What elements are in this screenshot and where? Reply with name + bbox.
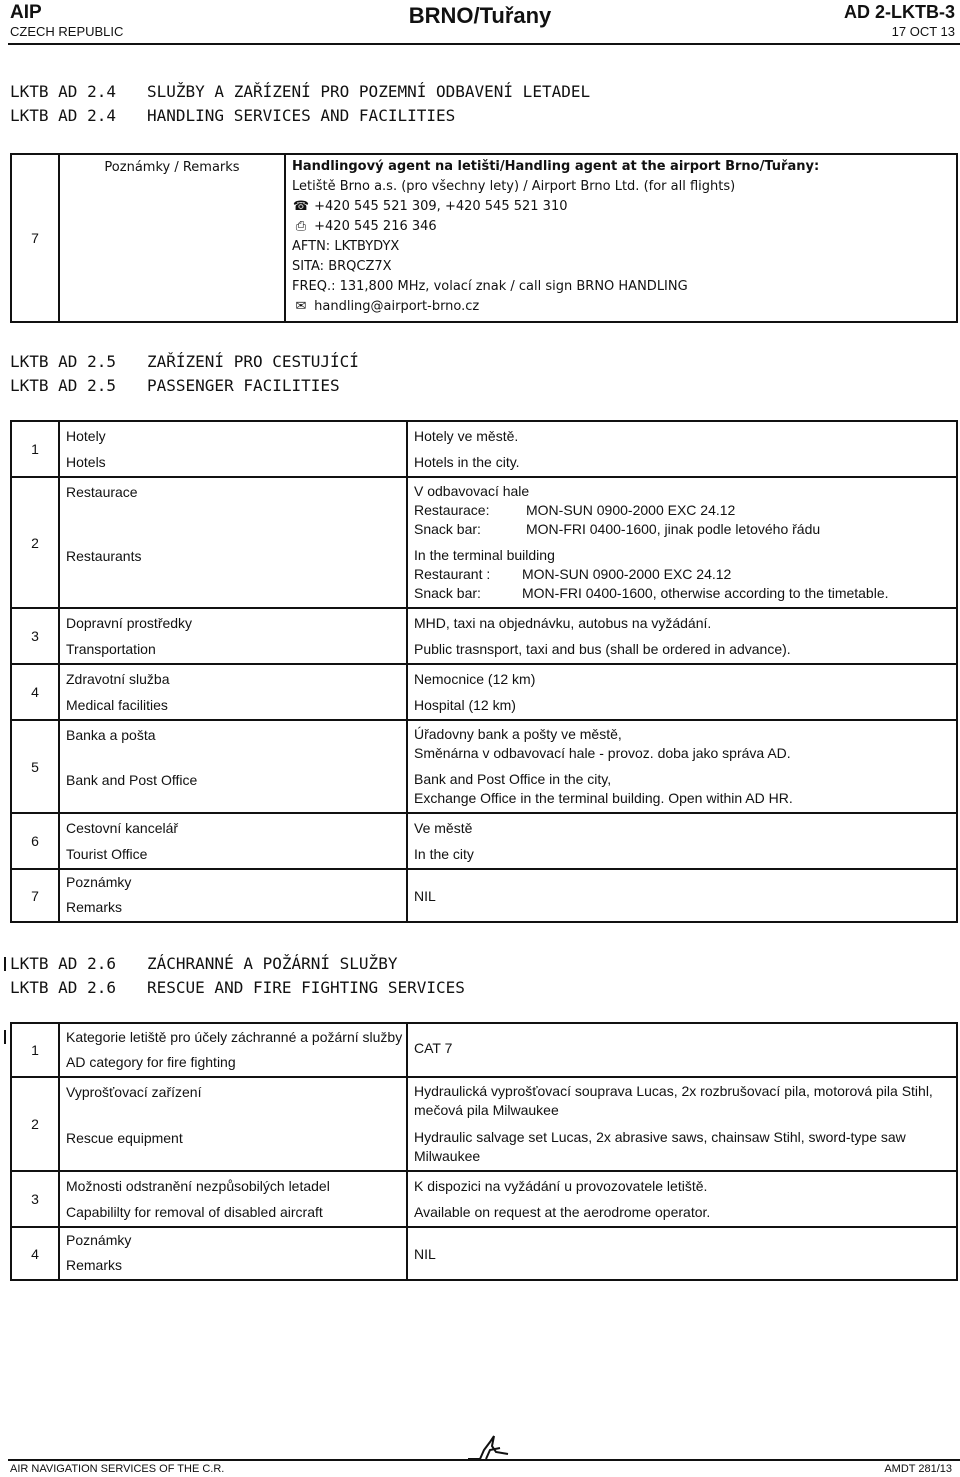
sita-line: SITA: BRQCZ7X xyxy=(292,259,392,274)
row-number: 1 xyxy=(11,421,59,477)
item-label-cz: Kategorie letiště pro účely záchranné a požární služby xyxy=(66,1029,403,1045)
item-value-en: Public trasnsport, taxi and bus (shall be ordered in advance). xyxy=(414,641,791,657)
page-code: AD 2-LKTB-3 xyxy=(844,2,955,22)
item-value-en: In the terminal building xyxy=(414,547,555,563)
item-value-cz: Úřadovny bank a pošty ve městě, xyxy=(414,726,622,742)
item-value-cz: Nemocnice (12 km) xyxy=(414,671,536,687)
item-label-cz: Možnosti odstranění nezpůsobilých letadel xyxy=(66,1178,330,1194)
row-number: 2 xyxy=(11,1077,59,1171)
section-code: LKTB AD 2.5 xyxy=(10,376,116,395)
section-2-4-heading xyxy=(0,80,960,130)
item-value-cz: MHD, taxi na objednávku, autobus na vyžádání. xyxy=(414,615,712,631)
aip-label: AIP xyxy=(10,2,42,23)
table-row xyxy=(11,1077,957,1171)
item-label-en: Tourist Office xyxy=(66,846,148,862)
item-value-en: Hospital (12 km) xyxy=(414,697,516,713)
table-row xyxy=(11,813,957,869)
hours-key: Snack bar: xyxy=(414,585,481,601)
row-number: 7 xyxy=(11,154,59,322)
ans-logo-icon xyxy=(466,1432,510,1460)
item-label-cz: Cestovní kancelář xyxy=(66,820,179,836)
row-label-cell xyxy=(59,154,285,322)
section-code: LKTB AD 2.4 xyxy=(10,106,116,125)
table-row xyxy=(11,154,957,322)
aerodrome-title: BRNO/Tuřany xyxy=(408,3,552,28)
row-number: 5 xyxy=(11,720,59,813)
change-bar xyxy=(4,1030,6,1044)
table-row xyxy=(11,664,957,720)
row-number: 1 xyxy=(11,1023,59,1077)
row-number: 4 xyxy=(11,664,59,720)
row-number: 3 xyxy=(11,1171,59,1227)
section-title: SLUŽBY A ZAŘÍZENÍ PRO POZEMNÍ ODBAVENÍ LETADEL xyxy=(147,82,591,101)
item-value-cz: Ve městě xyxy=(414,820,473,836)
section-code: LKTB AD 2.5 xyxy=(10,352,116,371)
item-value-en: In the city xyxy=(414,846,474,862)
section-title: RESCUE AND FIRE FIGHTING SERVICES xyxy=(147,978,465,997)
item-label-cz: Dopravní prostředky xyxy=(66,615,193,631)
row-number: 7 xyxy=(11,869,59,922)
handling-agent-line: Handlingový agent na letišti/Handling agent at the airport Brno/Tuřany: xyxy=(292,159,820,174)
hours-value: MON-SUN 0900-2000 EXC 24.12 xyxy=(526,502,736,518)
item-value-cz: Hotely ve městě. xyxy=(414,428,519,444)
item-label-cz: Vyprošťovací zařízení xyxy=(66,1084,202,1100)
email-address[interactable]: handling@airport-brno.cz xyxy=(314,299,480,314)
item-label-en: Restaurants xyxy=(66,548,142,564)
item-value-en: Hotels in the city. xyxy=(414,454,520,470)
table-row xyxy=(11,1171,957,1227)
freq-line: FREQ.: 131,800 MHz, volací znak / call sign BRNO HANDLING xyxy=(292,279,688,294)
item-label-en: AD category for fire fighting xyxy=(66,1054,236,1070)
header-rule xyxy=(8,43,960,45)
phone-icon: ☎ xyxy=(292,199,310,214)
item-value-cz: Směnárna v odbavovací hale - provoz. doba jako správa AD. xyxy=(414,745,791,761)
table-row xyxy=(11,421,957,477)
handling-table xyxy=(10,153,958,323)
item-value-en: Hydraulic salvage set Lucas, 2x abrasive saws, chainsaw Stihl, sword-type saw xyxy=(414,1129,906,1145)
item-value-cz: mečová pila Milwaukee xyxy=(414,1102,559,1118)
item-label-cz: Zdravotní služba xyxy=(66,671,170,687)
email-icon: ✉ xyxy=(295,299,307,314)
row-label: Poznámky / Remarks xyxy=(104,160,240,175)
item-value-en: Available on request at the aerodrome operator. xyxy=(414,1204,711,1220)
footer-organization: AIR NAVIGATION SERVICES OF THE C.R. xyxy=(10,1463,225,1475)
hours-value: MON-FRI 0400-1600, jinak podle letového řádu xyxy=(526,521,821,537)
row-value-cell xyxy=(285,154,957,322)
table-row xyxy=(11,869,957,922)
item-label-cz: Poznámky xyxy=(66,874,132,890)
table-row xyxy=(11,1023,957,1077)
hours-key: Snack bar: xyxy=(414,521,481,537)
hours-value: MON-SUN 0900-2000 EXC 24.12 xyxy=(522,566,732,582)
item-label-cz: Banka a pošta xyxy=(66,727,156,743)
fax-line xyxy=(292,217,950,237)
table-row xyxy=(11,1227,957,1280)
item-label-cz: Restaurace xyxy=(66,484,138,500)
item-label-en: Medical facilities xyxy=(66,697,168,713)
row-number: 2 xyxy=(11,477,59,608)
phone-numbers: +420 545 521 309, +420 545 521 310 xyxy=(314,199,568,214)
item-value-en: Exchange Office in the terminal building. Open within AD HR. xyxy=(414,790,793,806)
section-code: LKTB AD 2.6 xyxy=(10,978,116,997)
fax-number: +420 545 216 346 xyxy=(314,219,437,234)
footer-amendment: AMDT 281/13 xyxy=(884,1463,952,1475)
section-title: PASSENGER FACILITIES xyxy=(147,376,340,395)
hours-key: Restaurace: xyxy=(414,502,490,518)
item-label-cz: Poznámky xyxy=(66,1232,132,1248)
item-value-en: Milwaukee xyxy=(414,1148,481,1164)
item-value: CAT 7 xyxy=(414,1040,453,1056)
section-code: LKTB AD 2.6 xyxy=(10,954,116,973)
item-label-en: Transportation xyxy=(66,641,156,657)
item-label-cz: Hotely xyxy=(66,428,106,444)
section-2-5-heading xyxy=(0,350,960,400)
hours-key: Restaurant : xyxy=(414,566,491,582)
item-value-en: Bank and Post Office in the city, xyxy=(414,771,612,787)
table-row xyxy=(11,477,957,608)
email-line xyxy=(292,297,950,317)
phone-line xyxy=(292,197,950,217)
item-value: NIL xyxy=(414,1245,436,1262)
section-code: LKTB AD 2.4 xyxy=(10,82,116,101)
row-number: 4 xyxy=(11,1227,59,1280)
item-label-en: Hotels xyxy=(66,454,106,470)
passenger-facilities-table xyxy=(10,420,958,923)
row-number: 3 xyxy=(11,608,59,664)
item-value-cz: K dispozici na vyžádání u provozovatele letiště. xyxy=(414,1178,708,1194)
item-label-en: Remarks xyxy=(66,899,123,915)
section-2-6-heading xyxy=(0,952,960,1002)
item-value-cz: NIL xyxy=(414,887,436,904)
section-title: ZÁCHRANNÉ A POŽÁRNÍ SLUŽBY xyxy=(147,954,398,973)
section-title: ZAŘÍZENÍ PRO CESTUJÍCÍ xyxy=(147,352,359,371)
section-title: HANDLING SERVICES AND FACILITIES xyxy=(147,106,456,125)
item-label-en: Bank and Post Office xyxy=(66,772,198,788)
item-value-cz: Hydraulická vyprošťovací souprava Lucas, 2x rozbrušovací pila, motorová pila Stihl, xyxy=(414,1083,933,1099)
hours-value: MON-FRI 0400-1600, otherwise according to the timetable. xyxy=(522,585,889,601)
row-number: 6 xyxy=(11,813,59,869)
aftn-line: AFTN: LKTBYDYX xyxy=(292,239,400,254)
item-value-cz: V odbavovací hale xyxy=(414,483,530,499)
table-row xyxy=(11,720,957,813)
handling-agent-name: Letiště Brno a.s. (pro všechny lety) / Airport Brno Ltd. (for all flights) xyxy=(292,179,736,194)
rescue-fire-table xyxy=(10,1022,958,1281)
country-label: CZECH REPUBLIC xyxy=(10,24,124,39)
table-row xyxy=(11,608,957,664)
item-label-en: Remarks xyxy=(66,1257,123,1273)
effective-date: 17 OCT 13 xyxy=(891,24,955,39)
item-label-en: Capabililty for removal of disabled aircraft xyxy=(66,1204,323,1220)
item-label-en: Rescue equipment xyxy=(66,1130,183,1146)
fax-icon: ⎙ xyxy=(295,219,307,234)
